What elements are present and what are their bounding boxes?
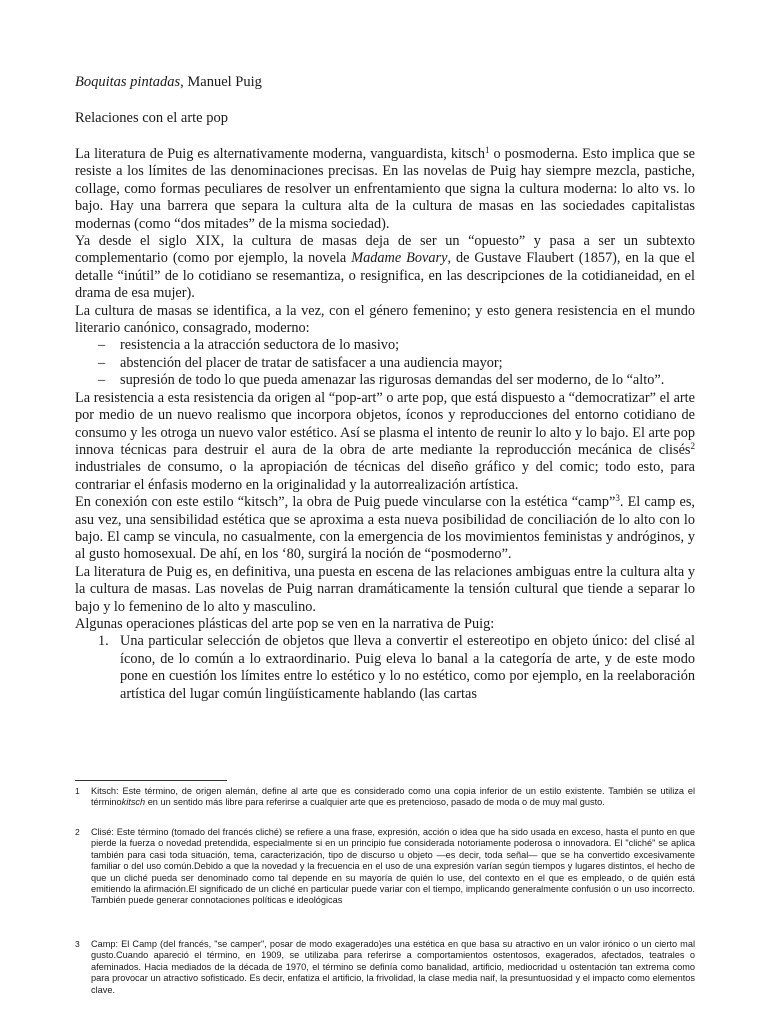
footnote-text: Camp: El Camp (del francés, "se camper", posar de modo exagerado)es una estética en que basa su atractivo en un valor irónico o un cierto mal gusto.Cuando apareció el término, en 1909, se utilizaba para referirse a comportamientos ostentosos, exagerados, afectados, teatrales o afeminados. Hacia mediados de la década de 1970, el término se definía como banalidad, artificio, mediocridad u ostentación tan extrema como para provocar un atractivo sofisticado. Es decir, enfatiza el artificio, la frivolidad, la clase media naif, la presuntuosidad y el impacto como elementos clave. xyxy=(91,939,695,995)
paragraph-5: En conexión con este estilo “kitsch”, la obra de Puig puede vincularse con la estética “camp”$^3$. El camp es, asu vez, una sensibilidad estética que se aproxima a esta nueva posibilidad de conciliación de lo alto con lo bajo. El camp se vincula, no casualmente, con la emergencia de los movimientos feministas y andróginos, y al gusto homosexual. De ahí, en los ‘80, surgirá la noción de “posmoderno”. xyxy=(75,493,695,563)
numbered-item-1: 1. Una particular selección de objetos que lleva a convertir el estereotipo en objeto único: del clisé al ícono, de lo común a lo extraordinario. Puig eleva lo banal a la categoría de arte, y de este modo pone en cuestión los límites entre lo estético y lo no estético, como por ejemplo, en la reelaboración artística del lugar común lingüísticamente hablando (las cartas xyxy=(98,633,695,702)
book-title-madame-bovary: Madame Bovary xyxy=(351,250,448,267)
footnote-3 xyxy=(75,939,695,996)
paragraph-3: La cultura de masas se identifica, a la vez, con el género femenino; y esto genera resistencia en el mundo literario canónico, consagrado, moderno: xyxy=(75,302,695,337)
footnote-number: 3 xyxy=(75,939,80,949)
list-item: – abstención del placer de tratar de satisfacer a una audiencia mayor; xyxy=(98,354,503,371)
dash-bullet: – xyxy=(98,372,106,389)
work-title: Boquitas pintadas xyxy=(75,74,181,90)
work-heading xyxy=(75,74,262,91)
paragraph-6: La literatura de Puig es, en definitiva, una puesta en escena de las relaciones ambiguas entre la cultura alta y la cultura de masas. Las novelas de Puig narran dramáticamente la tensión cultural que tiende a separar lo bajo y lo femenino de lo alto y masculino. xyxy=(75,563,695,615)
footnote-number: 2 xyxy=(75,827,80,837)
footnote-divider xyxy=(75,780,227,781)
main-text xyxy=(75,146,695,703)
section-title: Relaciones con el arte pop xyxy=(75,110,228,126)
list-item: – resistencia a la atracción seductora de lo masivo; xyxy=(98,337,400,354)
footnote-text: Clisé: Este término (tomado del francés cliché) se refiere a una frase, expresión, acción o idea que ha sido usada en exceso, hasta el punto en que pierde la fuerza o novedad pretendida, especialmente si en un principio fue considerada notoriamente poderosa o innovadora. El "cliché" se aplica también para casi toda situación, tema, caracterización, tipo de discurso u objeto —es decir, toda señal— que se ha convertido excesivamente familiar o del uso común.Debido a que la novedad y la frecuencia en el uso de una expresión varían según tiempos y lugares distintos, el hecho de que un cliché pueda ser denominado como tal depende en su mayoría de quién lo use, del contexto en el que es empleado, o de quién está emitiendo la afirmación.El significado de un cliché en particular puede variar con el tiempo, implicando generalmente confusión o un uso incorrecto. También puede generar connotaciones políticas e ideológicas xyxy=(91,827,695,906)
paragraph-1: La literatura de Puig es alternativamente moderna, vanguardista, kitsch$^1$ o posmoderna. Esto implica que se resiste a los límites de las denominaciones precisas. En las novelas de Puig hay siempre mezcla, pastiche, collage, como formas peculiares de resolver un enfrentamiento que signa la cultura moderna: lo alto vs. lo bajo. Hay una barrera que separa la cultura alta de la cultura de masas en las sociedades capitalistas modernas (como “dos mitades” de la misma sociedad). xyxy=(75,145,695,232)
footnote-number: 1 xyxy=(75,786,80,796)
footnote-1: 1 Kitsch: Este término, de origen alemán, define al arte que es considerado como una copia inferior de un estilo existente. También se utiliza el términokitsch en un sentido más libre para referirse a cualquier arte que es pretencioso, pasado de moda o de muy mal gusto. xyxy=(75,786,695,808)
dash-bullet: – xyxy=(98,337,106,354)
footnote-ref-3: 3 xyxy=(615,493,620,504)
footnote-2 xyxy=(75,827,695,907)
author-name: , Manuel Puig xyxy=(180,74,262,90)
footnote-ref-1: 1 xyxy=(484,145,490,155)
paragraph-7: Algunas operaciones plásticas del arte pop se ven en la narrativa de Puig: xyxy=(75,615,495,632)
list-item: – supresión de todo lo que pueda amenazar las rigurosas demandas del ser moderno, de lo “alto”. xyxy=(98,372,665,389)
item-number: 1. xyxy=(98,633,109,650)
footnote-ref-2: 2 xyxy=(690,440,695,451)
paragraph-4: La resistencia a esta resistencia da origen al “pop-art” o arte pop, que está dispuesto a “democratizar” el arte por medio de un nuevo realismo que incorpora objetos, íconos y reproducciones del entorno cotidiano de consumo y les otroga un nuevo valor estético. Así se plasma el intento de reunir lo alto y lo bajo. El arte pop innova técnicas para destruir el aura de la obra de arte mediante la reproducción mecánica de clisés$^2$ industriales de consumo, o la apropiación de técnicas del diseño gráfico y del comic; todo esto, para contrariar el énfasis moderno en la originalidad y la autorrealización artística. xyxy=(75,389,695,493)
paragraph-2: Ya desde el siglo XIX, la cultura de masas deja de ser un “opuesto” y pasa a ser un subtexto complementario (como por ejemplo, la novela Madame Bovary, de Gustave Flaubert (1857), en la que el detalle “inútil” de lo cotidiano se resemantiza, o resignifica, en las descripciones de la cotidianeidad, en el drama de esa mujer). xyxy=(75,233,696,302)
dash-bullet: – xyxy=(98,354,106,371)
